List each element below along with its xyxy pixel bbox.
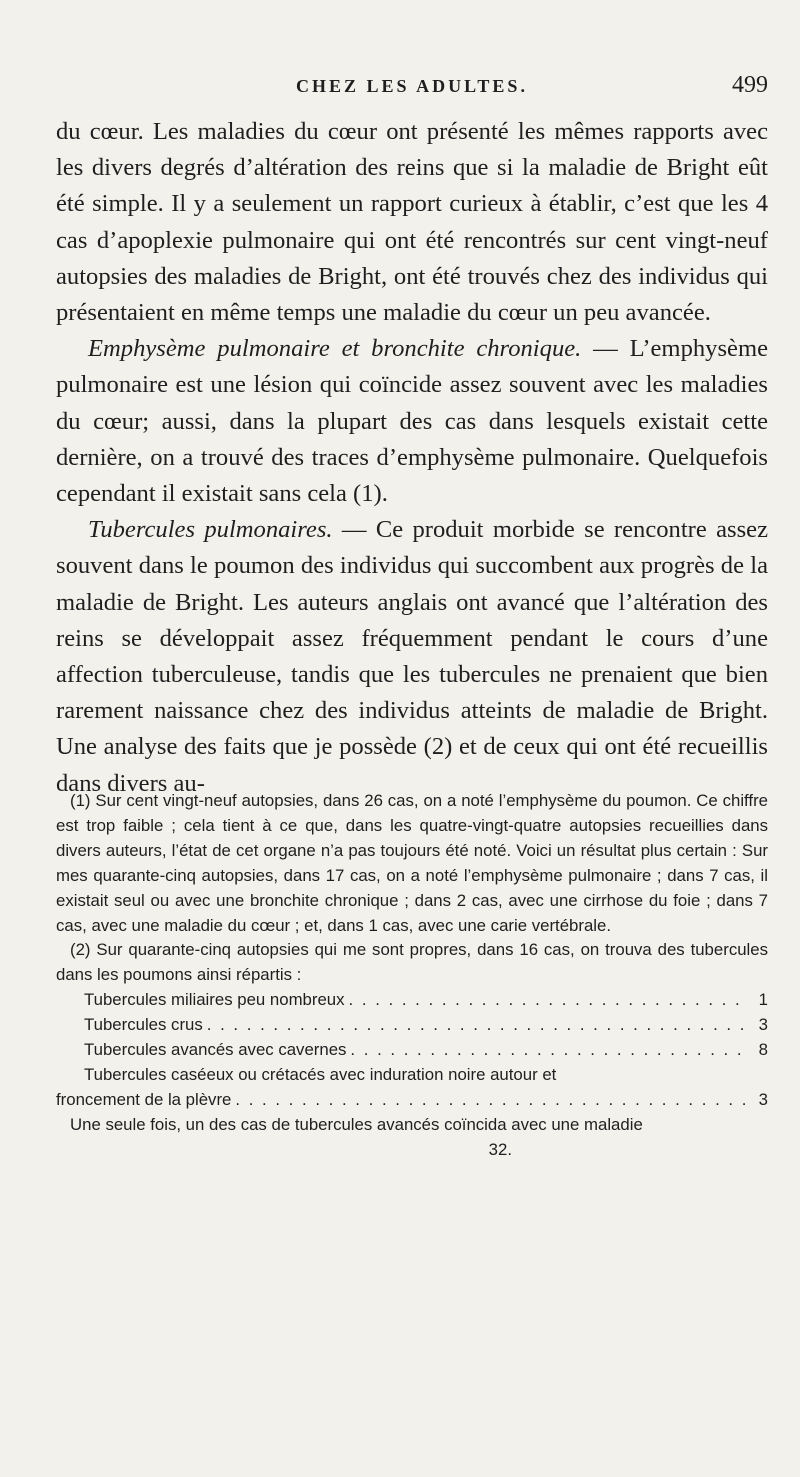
tally-label: Tubercules miliaires peu nombreux bbox=[84, 990, 345, 1010]
tally-label: Tubercules crus bbox=[84, 1015, 203, 1035]
tally-row-caseeux bbox=[56, 1088, 768, 1113]
paragraph-tubercules bbox=[56, 512, 768, 802]
tally-count: 1 bbox=[758, 990, 768, 1010]
tally-label: Tubercules avancés avec cavernes bbox=[84, 1040, 347, 1060]
page-number: 499 bbox=[732, 72, 768, 98]
signature-mark: 32. bbox=[488, 1139, 512, 1159]
tally-count: 8 bbox=[758, 1040, 768, 1060]
paragraph-continued: du cœur. Les maladies du cœur ont présenté les mêmes rapports avec les divers degrés d’altération des reins que si la maladie de Bright eût été simple. Il y a seulement un rapport curieux à établir, c’est que les 4 cas d’apoplexie pulmonaire qui ont été rencontrés sur cent vingt-neuf autopsies des maladies de Bright, ont été trouvés chez des individus qui présentaient en même temps une maladie du cœur un peu avancée. bbox=[56, 118, 768, 327]
tally-row-crus bbox=[84, 1013, 768, 1038]
main-text bbox=[56, 114, 768, 802]
tally-row-caseeux-line1: Tubercules caséeux ou crétacés avec induration noire autour et bbox=[84, 1064, 557, 1084]
footnote-2-final: Une seule fois, un des cas de tubercules avancés coïncida avec une maladie bbox=[70, 1114, 643, 1134]
page-header bbox=[56, 72, 768, 108]
tally-row-avances bbox=[84, 1038, 768, 1063]
section-heading-tubercules: Tubercules pulmonaires. bbox=[88, 516, 333, 544]
footnote-2-intro: (2) Sur quarante-cinq autopsies qui me sont propres, dans 16 cas, on trouva des tubercules dans les poumons ainsi répartis : bbox=[56, 940, 768, 985]
tally-label: froncement de la plèvre bbox=[56, 1089, 232, 1109]
paragraph-emphyseme-text: — L’emphysème pulmonaire est une lésion qui coïncide assez souvent avec les maladies du cœur; aussi, dans la plupart des cas dans lesquels existait cette dernière, on a trouvé des traces d’emphysème pulmonaire. Quelquefois cependant il existait sans cela (1). bbox=[56, 335, 768, 508]
tally-count: 3 bbox=[758, 1015, 768, 1035]
section-heading-emphyseme: Emphysème pulmonaire et bronchite chronique. bbox=[88, 335, 582, 363]
tally-count: 3 bbox=[758, 1089, 768, 1109]
dot-leader bbox=[235, 1088, 746, 1113]
tally-row-miliaires bbox=[84, 988, 768, 1013]
running-title: CHEZ LES ADULTES. bbox=[296, 76, 528, 96]
dot-leader bbox=[350, 1038, 746, 1063]
dot-leader bbox=[207, 1013, 746, 1038]
footnotes bbox=[56, 789, 768, 1163]
dot-leader bbox=[349, 988, 746, 1013]
footnote-1: (1) Sur cent vingt-neuf autopsies, dans 26 cas, on a noté l’emphysème du poumon. Ce chiffre est trop faible ; cela tient à ce que, dans les quatre-vingt-quatre autopsies recueillies dans divers auteurs, l’état de cet organe n’a pas toujours été noté. Voici un résultat plus certain : Sur mes quarante-cinq autopsies, dans 17 cas, on a noté l’emphysème pulmonaire ; dans 7 cas, il existait seul ou avec une bronchite chronique ; dans 2 cas, avec une cirrhose du foie ; dans 7 cas, avec une maladie du cœur ; et, dans 1 cas, avec une carie vertébrale. bbox=[56, 791, 768, 935]
paragraph-tubercules-text: — Ce produit morbide se rencontre assez souvent dans le poumon des individus qui succombent aux progrès de la maladie de Bright. Les auteurs anglais ont avancé que l’altération des reins se développait assez fréquemment pendant le cours d’une affection tuberculeuse, tandis que les tubercules ne prenaient que bien rarement naissance chez des individus atteints de maladie de Bright. Une analyse des faits que je possède (2) et de ceux qui ont été recueillis dans divers au- bbox=[56, 516, 769, 797]
paragraph-emphyseme bbox=[56, 331, 768, 512]
